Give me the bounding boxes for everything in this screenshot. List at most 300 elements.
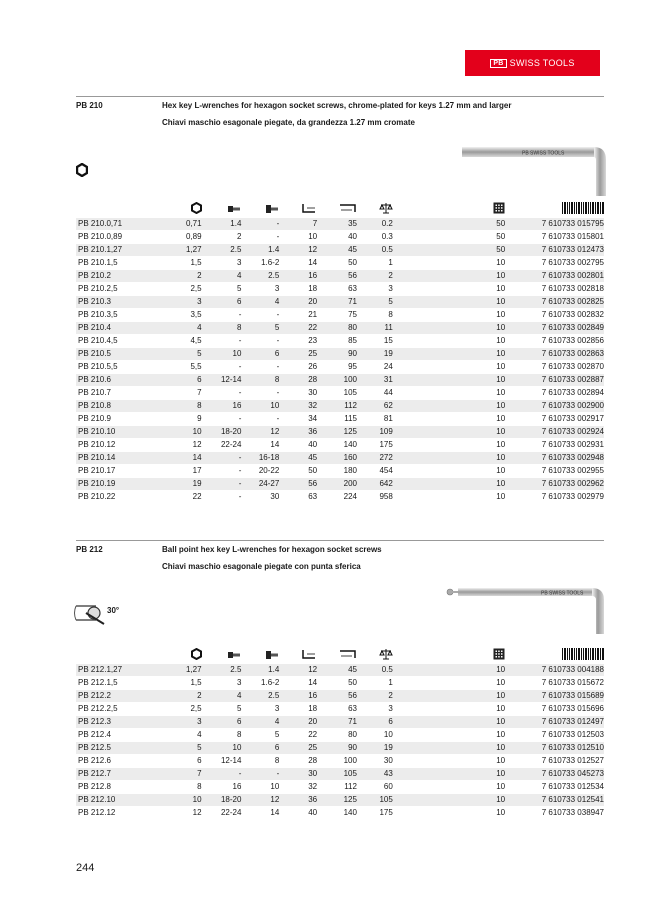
cell-hex-size: 10 xyxy=(168,794,202,807)
long-arm-length-icon xyxy=(339,648,357,660)
cell-countersunk-screw-size: 10 xyxy=(241,781,279,794)
cell-hex-size: 7 xyxy=(168,768,202,781)
cell-short-arm-length: 20 xyxy=(279,296,317,309)
brand-pb: PB xyxy=(490,59,506,68)
cell-socket-screw-size: 5 xyxy=(202,283,242,296)
cell-long-arm-length: 50 xyxy=(317,257,357,270)
cell-hex-size: 17 xyxy=(168,465,202,478)
cell-long-arm-length: 140 xyxy=(317,439,357,452)
cell-ean-code: 7 610733 015672 xyxy=(505,677,604,690)
cell-short-arm-length: 28 xyxy=(279,755,317,768)
cell-article-number: PB 210.19 xyxy=(76,478,168,491)
cell-socket-screw-size: 10 xyxy=(202,348,242,361)
cell-countersunk-screw-size: 16-18 xyxy=(241,452,279,465)
cell-package-quantity: 10 xyxy=(393,690,505,703)
cell-socket-screw-size: - xyxy=(202,413,242,426)
cell-socket-screw-size: - xyxy=(202,491,242,504)
cell-article-number: PB 212.2 xyxy=(76,690,168,703)
cell-hex-size: 6 xyxy=(168,755,202,768)
cell-countersunk-screw-size: 5 xyxy=(241,729,279,742)
section-title-it: Chiavi maschio esagonale piegate, da grandezza 1.27 mm cromate xyxy=(162,118,415,127)
cell-article-number: PB 210.5 xyxy=(76,348,168,361)
cell-short-arm-length: 63 xyxy=(279,491,317,504)
cell-socket-screw-size: - xyxy=(202,387,242,400)
cell-weight: 19 xyxy=(357,348,393,361)
table-row xyxy=(76,244,604,257)
cell-package-quantity: 10 xyxy=(393,257,505,270)
cell-hex-size: 0,89 xyxy=(168,231,202,244)
short-arm-length-icon xyxy=(301,648,317,660)
cell-socket-screw-size: 2.5 xyxy=(202,244,242,257)
cell-package-quantity: 10 xyxy=(393,413,505,426)
package-quantity-icon xyxy=(493,648,505,660)
barcode-icon xyxy=(562,202,604,214)
cell-short-arm-length: 45 xyxy=(279,452,317,465)
table-row xyxy=(76,270,604,283)
table-row xyxy=(76,361,604,374)
cell-socket-screw-size: - xyxy=(202,309,242,322)
cell-article-number: PB 210.10 xyxy=(76,426,168,439)
cell-article-number: PB 210.9 xyxy=(76,413,168,426)
cell-countersunk-screw-size: - xyxy=(241,413,279,426)
table-row xyxy=(76,452,604,465)
cell-countersunk-screw-size: - xyxy=(241,218,279,231)
cell-socket-screw-size: 22-24 xyxy=(202,439,242,452)
barcode-icon xyxy=(562,648,604,660)
cell-hex-size: 12 xyxy=(168,439,202,452)
cell-ean-code: 7 610733 002795 xyxy=(505,257,604,270)
table-row xyxy=(76,439,604,452)
cell-package-quantity: 10 xyxy=(393,781,505,794)
cell-long-arm-length: 45 xyxy=(317,664,357,677)
cell-long-arm-length: 75 xyxy=(317,309,357,322)
cell-long-arm-length: 224 xyxy=(317,491,357,504)
cell-package-quantity: 10 xyxy=(393,309,505,322)
cell-article-number: PB 210.6 xyxy=(76,374,168,387)
cell-socket-screw-size: - xyxy=(202,361,242,374)
ball-point-angle-icon xyxy=(74,600,106,626)
cell-hex-size: 2,5 xyxy=(168,283,202,296)
cell-socket-screw-size: 3 xyxy=(202,257,242,270)
cell-hex-size: 5 xyxy=(168,742,202,755)
table-row xyxy=(76,703,604,716)
table-row xyxy=(76,690,604,703)
cell-weight: 19 xyxy=(357,742,393,755)
cell-short-arm-length: 21 xyxy=(279,309,317,322)
cell-long-arm-length: 115 xyxy=(317,413,357,426)
cell-short-arm-length: 18 xyxy=(279,283,317,296)
socket-screw-icon xyxy=(227,204,241,214)
cell-socket-screw-size: 10 xyxy=(202,742,242,755)
cell-long-arm-length: 95 xyxy=(317,361,357,374)
cell-package-quantity: 10 xyxy=(393,426,505,439)
cell-countersunk-screw-size: 10 xyxy=(241,400,279,413)
cell-article-number: PB 210.8 xyxy=(76,400,168,413)
cell-short-arm-length: 30 xyxy=(279,387,317,400)
cell-weight: 642 xyxy=(357,478,393,491)
cell-long-arm-length: 112 xyxy=(317,400,357,413)
cell-long-arm-length: 125 xyxy=(317,794,357,807)
cell-weight: 31 xyxy=(357,374,393,387)
cell-article-number: PB 210.2,5 xyxy=(76,283,168,296)
table-row xyxy=(76,478,604,491)
cell-weight: 10 xyxy=(357,729,393,742)
svg-text:PB SWISS TOOLS: PB SWISS TOOLS xyxy=(541,590,584,597)
table-row xyxy=(76,335,604,348)
cell-countersunk-screw-size: 4 xyxy=(241,296,279,309)
table-row xyxy=(76,794,604,807)
cell-weight: 272 xyxy=(357,452,393,465)
cell-package-quantity: 10 xyxy=(393,348,505,361)
table-body xyxy=(76,664,604,820)
cell-article-number: PB 210.22 xyxy=(76,491,168,504)
cell-long-arm-length: 180 xyxy=(317,465,357,478)
cell-countersunk-screw-size: 20-22 xyxy=(241,465,279,478)
cell-short-arm-length: 10 xyxy=(279,231,317,244)
cell-article-number: PB 210.14 xyxy=(76,452,168,465)
cell-countersunk-screw-size: 3 xyxy=(241,703,279,716)
cell-hex-size: 1,27 xyxy=(168,664,202,677)
cell-package-quantity: 50 xyxy=(393,231,505,244)
table-row xyxy=(76,426,604,439)
cell-long-arm-length: 71 xyxy=(317,716,357,729)
cell-ean-code: 7 610733 012510 xyxy=(505,742,604,755)
table-row xyxy=(76,283,604,296)
cell-countersunk-screw-size: 24-27 xyxy=(241,478,279,491)
cell-long-arm-length: 140 xyxy=(317,807,357,820)
cell-article-number: PB 212.10 xyxy=(76,794,168,807)
section-title-en: Hex key L-wrenches for hexagon socket screws, chrome-plated for keys 1.27 mm and larger xyxy=(162,101,512,110)
cell-ean-code: 7 610733 002955 xyxy=(505,465,604,478)
cell-ean-code: 7 610733 002948 xyxy=(505,452,604,465)
cell-package-quantity: 10 xyxy=(393,768,505,781)
cell-socket-screw-size: 2 xyxy=(202,231,242,244)
cell-weight: 11 xyxy=(357,322,393,335)
cell-long-arm-length: 90 xyxy=(317,742,357,755)
table-row xyxy=(76,296,604,309)
table-row xyxy=(76,491,604,504)
cell-short-arm-length: 28 xyxy=(279,374,317,387)
table-row xyxy=(76,465,604,478)
table-body xyxy=(76,218,604,504)
cell-package-quantity: 10 xyxy=(393,283,505,296)
cell-socket-screw-size: 5 xyxy=(202,703,242,716)
cell-article-number: PB 212.4 xyxy=(76,729,168,742)
cell-ean-code: 7 610733 002801 xyxy=(505,270,604,283)
section-title-en: Ball point hex key L-wrenches for hexagon socket screws xyxy=(162,545,382,554)
hex-size-icon xyxy=(191,202,202,214)
cell-ean-code: 7 610733 015689 xyxy=(505,690,604,703)
cell-countersunk-screw-size: - xyxy=(241,335,279,348)
cell-long-arm-length: 45 xyxy=(317,244,357,257)
cell-package-quantity: 10 xyxy=(393,322,505,335)
cell-package-quantity: 10 xyxy=(393,439,505,452)
cell-package-quantity: 10 xyxy=(393,361,505,374)
cell-short-arm-length: 34 xyxy=(279,413,317,426)
cell-ean-code: 7 610733 002887 xyxy=(505,374,604,387)
cell-package-quantity: 10 xyxy=(393,465,505,478)
table-row xyxy=(76,387,604,400)
cell-ean-code: 7 610733 012497 xyxy=(505,716,604,729)
long-arm-length-icon xyxy=(339,202,357,214)
cell-article-number: PB 212.5 xyxy=(76,742,168,755)
cell-long-arm-length: 50 xyxy=(317,677,357,690)
cell-weight: 6 xyxy=(357,716,393,729)
cell-countersunk-screw-size: 1.6-2 xyxy=(241,257,279,270)
cell-hex-size: 7 xyxy=(168,387,202,400)
cell-ean-code: 7 610733 012503 xyxy=(505,729,604,742)
section-code: PB 210 xyxy=(76,101,103,110)
cell-article-number: PB 210.0,71 xyxy=(76,218,168,231)
cell-article-number: PB 210.17 xyxy=(76,465,168,478)
cell-countersunk-screw-size: 12 xyxy=(241,794,279,807)
cell-package-quantity: 10 xyxy=(393,270,505,283)
cell-long-arm-length: 56 xyxy=(317,690,357,703)
cell-hex-size: 1,27 xyxy=(168,244,202,257)
cell-long-arm-length: 112 xyxy=(317,781,357,794)
cell-long-arm-length: 63 xyxy=(317,283,357,296)
cell-long-arm-length: 100 xyxy=(317,755,357,768)
cell-socket-screw-size: 18-20 xyxy=(202,426,242,439)
cell-ean-code: 7 610733 002863 xyxy=(505,348,604,361)
cell-package-quantity: 10 xyxy=(393,755,505,768)
cell-countersunk-screw-size: 1.4 xyxy=(241,664,279,677)
section-divider xyxy=(76,96,604,97)
section-divider xyxy=(76,540,604,541)
cell-long-arm-length: 200 xyxy=(317,478,357,491)
cell-weight: 958 xyxy=(357,491,393,504)
cell-short-arm-length: 32 xyxy=(279,400,317,413)
cell-hex-size: 0,71 xyxy=(168,218,202,231)
cell-socket-screw-size: 12-14 xyxy=(202,374,242,387)
table-row xyxy=(76,664,604,677)
cell-countersunk-screw-size: 12 xyxy=(241,426,279,439)
cell-package-quantity: 10 xyxy=(393,664,505,677)
cell-countersunk-screw-size: 3 xyxy=(241,283,279,296)
cell-weight: 1 xyxy=(357,257,393,270)
cell-long-arm-length: 90 xyxy=(317,348,357,361)
cell-socket-screw-size: 6 xyxy=(202,716,242,729)
table-row xyxy=(76,755,604,768)
cell-article-number: PB 210.12 xyxy=(76,439,168,452)
cell-article-number: PB 210.1,27 xyxy=(76,244,168,257)
hex-socket-icon xyxy=(76,163,88,177)
cell-short-arm-length: 40 xyxy=(279,439,317,452)
cell-article-number: PB 212.6 xyxy=(76,755,168,768)
table-row xyxy=(76,742,604,755)
table-row xyxy=(76,677,604,690)
cell-weight: 30 xyxy=(357,755,393,768)
cell-hex-size: 1,5 xyxy=(168,257,202,270)
cell-short-arm-length: 40 xyxy=(279,807,317,820)
cell-ean-code: 7 610733 012541 xyxy=(505,794,604,807)
cell-ean-code: 7 610733 015801 xyxy=(505,231,604,244)
cell-package-quantity: 10 xyxy=(393,335,505,348)
table-row xyxy=(76,322,604,335)
cell-socket-screw-size: 2.5 xyxy=(202,664,242,677)
cell-socket-screw-size: 4 xyxy=(202,690,242,703)
ball-point-key-product-image xyxy=(446,586,608,636)
table-row xyxy=(76,768,604,781)
cell-long-arm-length: 105 xyxy=(317,768,357,781)
cell-socket-screw-size: 12-14 xyxy=(202,755,242,768)
cell-socket-screw-size: - xyxy=(202,768,242,781)
cell-hex-size: 4,5 xyxy=(168,335,202,348)
cell-short-arm-length: 16 xyxy=(279,270,317,283)
cell-package-quantity: 10 xyxy=(393,716,505,729)
brand-name: SWISS TOOLS xyxy=(509,58,575,68)
cell-article-number: PB 210.3,5 xyxy=(76,309,168,322)
cell-package-quantity: 10 xyxy=(393,742,505,755)
table-row xyxy=(76,400,604,413)
angle-label: 30° xyxy=(107,606,120,615)
brand-logo xyxy=(465,50,600,76)
cell-weight: 24 xyxy=(357,361,393,374)
cell-ean-code: 7 610733 002900 xyxy=(505,400,604,413)
cell-weight: 0.5 xyxy=(357,244,393,257)
cell-socket-screw-size: 6 xyxy=(202,296,242,309)
cell-countersunk-screw-size: 6 xyxy=(241,742,279,755)
cell-countersunk-screw-size: 14 xyxy=(241,807,279,820)
table-header xyxy=(76,202,604,218)
cell-article-number: PB 212.7 xyxy=(76,768,168,781)
cell-socket-screw-size: 8 xyxy=(202,322,242,335)
cell-article-number: PB 212.12 xyxy=(76,807,168,820)
cell-ean-code: 7 610733 002917 xyxy=(505,413,604,426)
cell-countersunk-screw-size: - xyxy=(241,387,279,400)
cell-hex-size: 4 xyxy=(168,729,202,742)
cell-short-arm-length: 26 xyxy=(279,361,317,374)
section-title-it: Chiavi maschio esagonale piegate con punta sferica xyxy=(162,562,361,571)
cell-article-number: PB 210.5,5 xyxy=(76,361,168,374)
cell-article-number: PB 212.3 xyxy=(76,716,168,729)
cell-ean-code: 7 610733 002924 xyxy=(505,426,604,439)
cell-countersunk-screw-size: 14 xyxy=(241,439,279,452)
cell-long-arm-length: 71 xyxy=(317,296,357,309)
cell-ean-code: 7 610733 015795 xyxy=(505,218,604,231)
product-table-pb210 xyxy=(76,202,604,504)
cell-socket-screw-size: - xyxy=(202,452,242,465)
cell-weight: 105 xyxy=(357,794,393,807)
package-quantity-icon xyxy=(493,202,505,214)
cell-weight: 2 xyxy=(357,690,393,703)
cell-weight: 8 xyxy=(357,309,393,322)
table-row xyxy=(76,807,604,820)
cell-countersunk-screw-size: - xyxy=(241,768,279,781)
cell-socket-screw-size: 1.4 xyxy=(202,218,242,231)
cell-hex-size: 12 xyxy=(168,807,202,820)
table-row xyxy=(76,257,604,270)
cell-package-quantity: 10 xyxy=(393,374,505,387)
cell-countersunk-screw-size: 8 xyxy=(241,755,279,768)
cell-hex-size: 1,5 xyxy=(168,677,202,690)
cell-ean-code: 7 610733 004188 xyxy=(505,664,604,677)
cell-long-arm-length: 100 xyxy=(317,374,357,387)
weight-scale-icon xyxy=(379,648,393,660)
cell-countersunk-screw-size: 6 xyxy=(241,348,279,361)
cell-ean-code: 7 610733 045273 xyxy=(505,768,604,781)
cell-short-arm-length: 12 xyxy=(279,244,317,257)
table-header xyxy=(76,648,604,664)
cell-long-arm-length: 125 xyxy=(317,426,357,439)
countersunk-screw-icon xyxy=(265,204,279,214)
cell-long-arm-length: 105 xyxy=(317,387,357,400)
countersunk-screw-icon xyxy=(265,650,279,660)
cell-short-arm-length: 50 xyxy=(279,465,317,478)
table-row xyxy=(76,781,604,794)
cell-long-arm-length: 40 xyxy=(317,231,357,244)
cell-hex-size: 5,5 xyxy=(168,361,202,374)
hex-key-product-image xyxy=(460,140,608,198)
cell-weight: 44 xyxy=(357,387,393,400)
cell-weight: 2 xyxy=(357,270,393,283)
cell-article-number: PB 210.3 xyxy=(76,296,168,309)
cell-short-arm-length: 32 xyxy=(279,781,317,794)
table-row xyxy=(76,218,604,231)
table-row xyxy=(76,729,604,742)
cell-ean-code: 7 610733 002825 xyxy=(505,296,604,309)
table-row xyxy=(76,374,604,387)
cell-ean-code: 7 610733 012473 xyxy=(505,244,604,257)
cell-article-number: PB 210.7 xyxy=(76,387,168,400)
cell-short-arm-length: 36 xyxy=(279,794,317,807)
cell-countersunk-screw-size: - xyxy=(241,231,279,244)
cell-weight: 43 xyxy=(357,768,393,781)
cell-article-number: PB 212.1,27 xyxy=(76,664,168,677)
cell-countersunk-screw-size: - xyxy=(241,361,279,374)
cell-hex-size: 8 xyxy=(168,781,202,794)
cell-hex-size: 6 xyxy=(168,374,202,387)
cell-hex-size: 3,5 xyxy=(168,309,202,322)
cell-weight: 0.5 xyxy=(357,664,393,677)
cell-long-arm-length: 85 xyxy=(317,335,357,348)
cell-package-quantity: 10 xyxy=(393,452,505,465)
cell-socket-screw-size: 16 xyxy=(202,400,242,413)
cell-ean-code: 7 610733 002870 xyxy=(505,361,604,374)
cell-short-arm-length: 22 xyxy=(279,322,317,335)
section-code: PB 212 xyxy=(76,545,103,554)
cell-long-arm-length: 35 xyxy=(317,218,357,231)
cell-article-number: PB 210.1,5 xyxy=(76,257,168,270)
cell-hex-size: 19 xyxy=(168,478,202,491)
cell-ean-code: 7 610733 002832 xyxy=(505,309,604,322)
cell-countersunk-screw-size: 4 xyxy=(241,716,279,729)
cell-short-arm-length: 25 xyxy=(279,742,317,755)
cell-hex-size: 10 xyxy=(168,426,202,439)
cell-ean-code: 7 610733 012534 xyxy=(505,781,604,794)
cell-article-number: PB 212.8 xyxy=(76,781,168,794)
cell-weight: 81 xyxy=(357,413,393,426)
cell-short-arm-length: 16 xyxy=(279,690,317,703)
cell-countersunk-screw-size: 1.6-2 xyxy=(241,677,279,690)
cell-socket-screw-size: 4 xyxy=(202,270,242,283)
table-row xyxy=(76,716,604,729)
cell-short-arm-length: 25 xyxy=(279,348,317,361)
page-number: 244 xyxy=(76,862,95,874)
cell-package-quantity: 10 xyxy=(393,703,505,716)
cell-long-arm-length: 160 xyxy=(317,452,357,465)
cell-short-arm-length: 12 xyxy=(279,664,317,677)
cell-hex-size: 4 xyxy=(168,322,202,335)
table-row xyxy=(76,413,604,426)
cell-ean-code: 7 610733 002818 xyxy=(505,283,604,296)
cell-weight: 5 xyxy=(357,296,393,309)
product-table-pb212 xyxy=(76,648,604,820)
cell-ean-code: 7 610733 002979 xyxy=(505,491,604,504)
cell-weight: 3 xyxy=(357,703,393,716)
cell-hex-size: 2,5 xyxy=(168,703,202,716)
cell-package-quantity: 10 xyxy=(393,729,505,742)
